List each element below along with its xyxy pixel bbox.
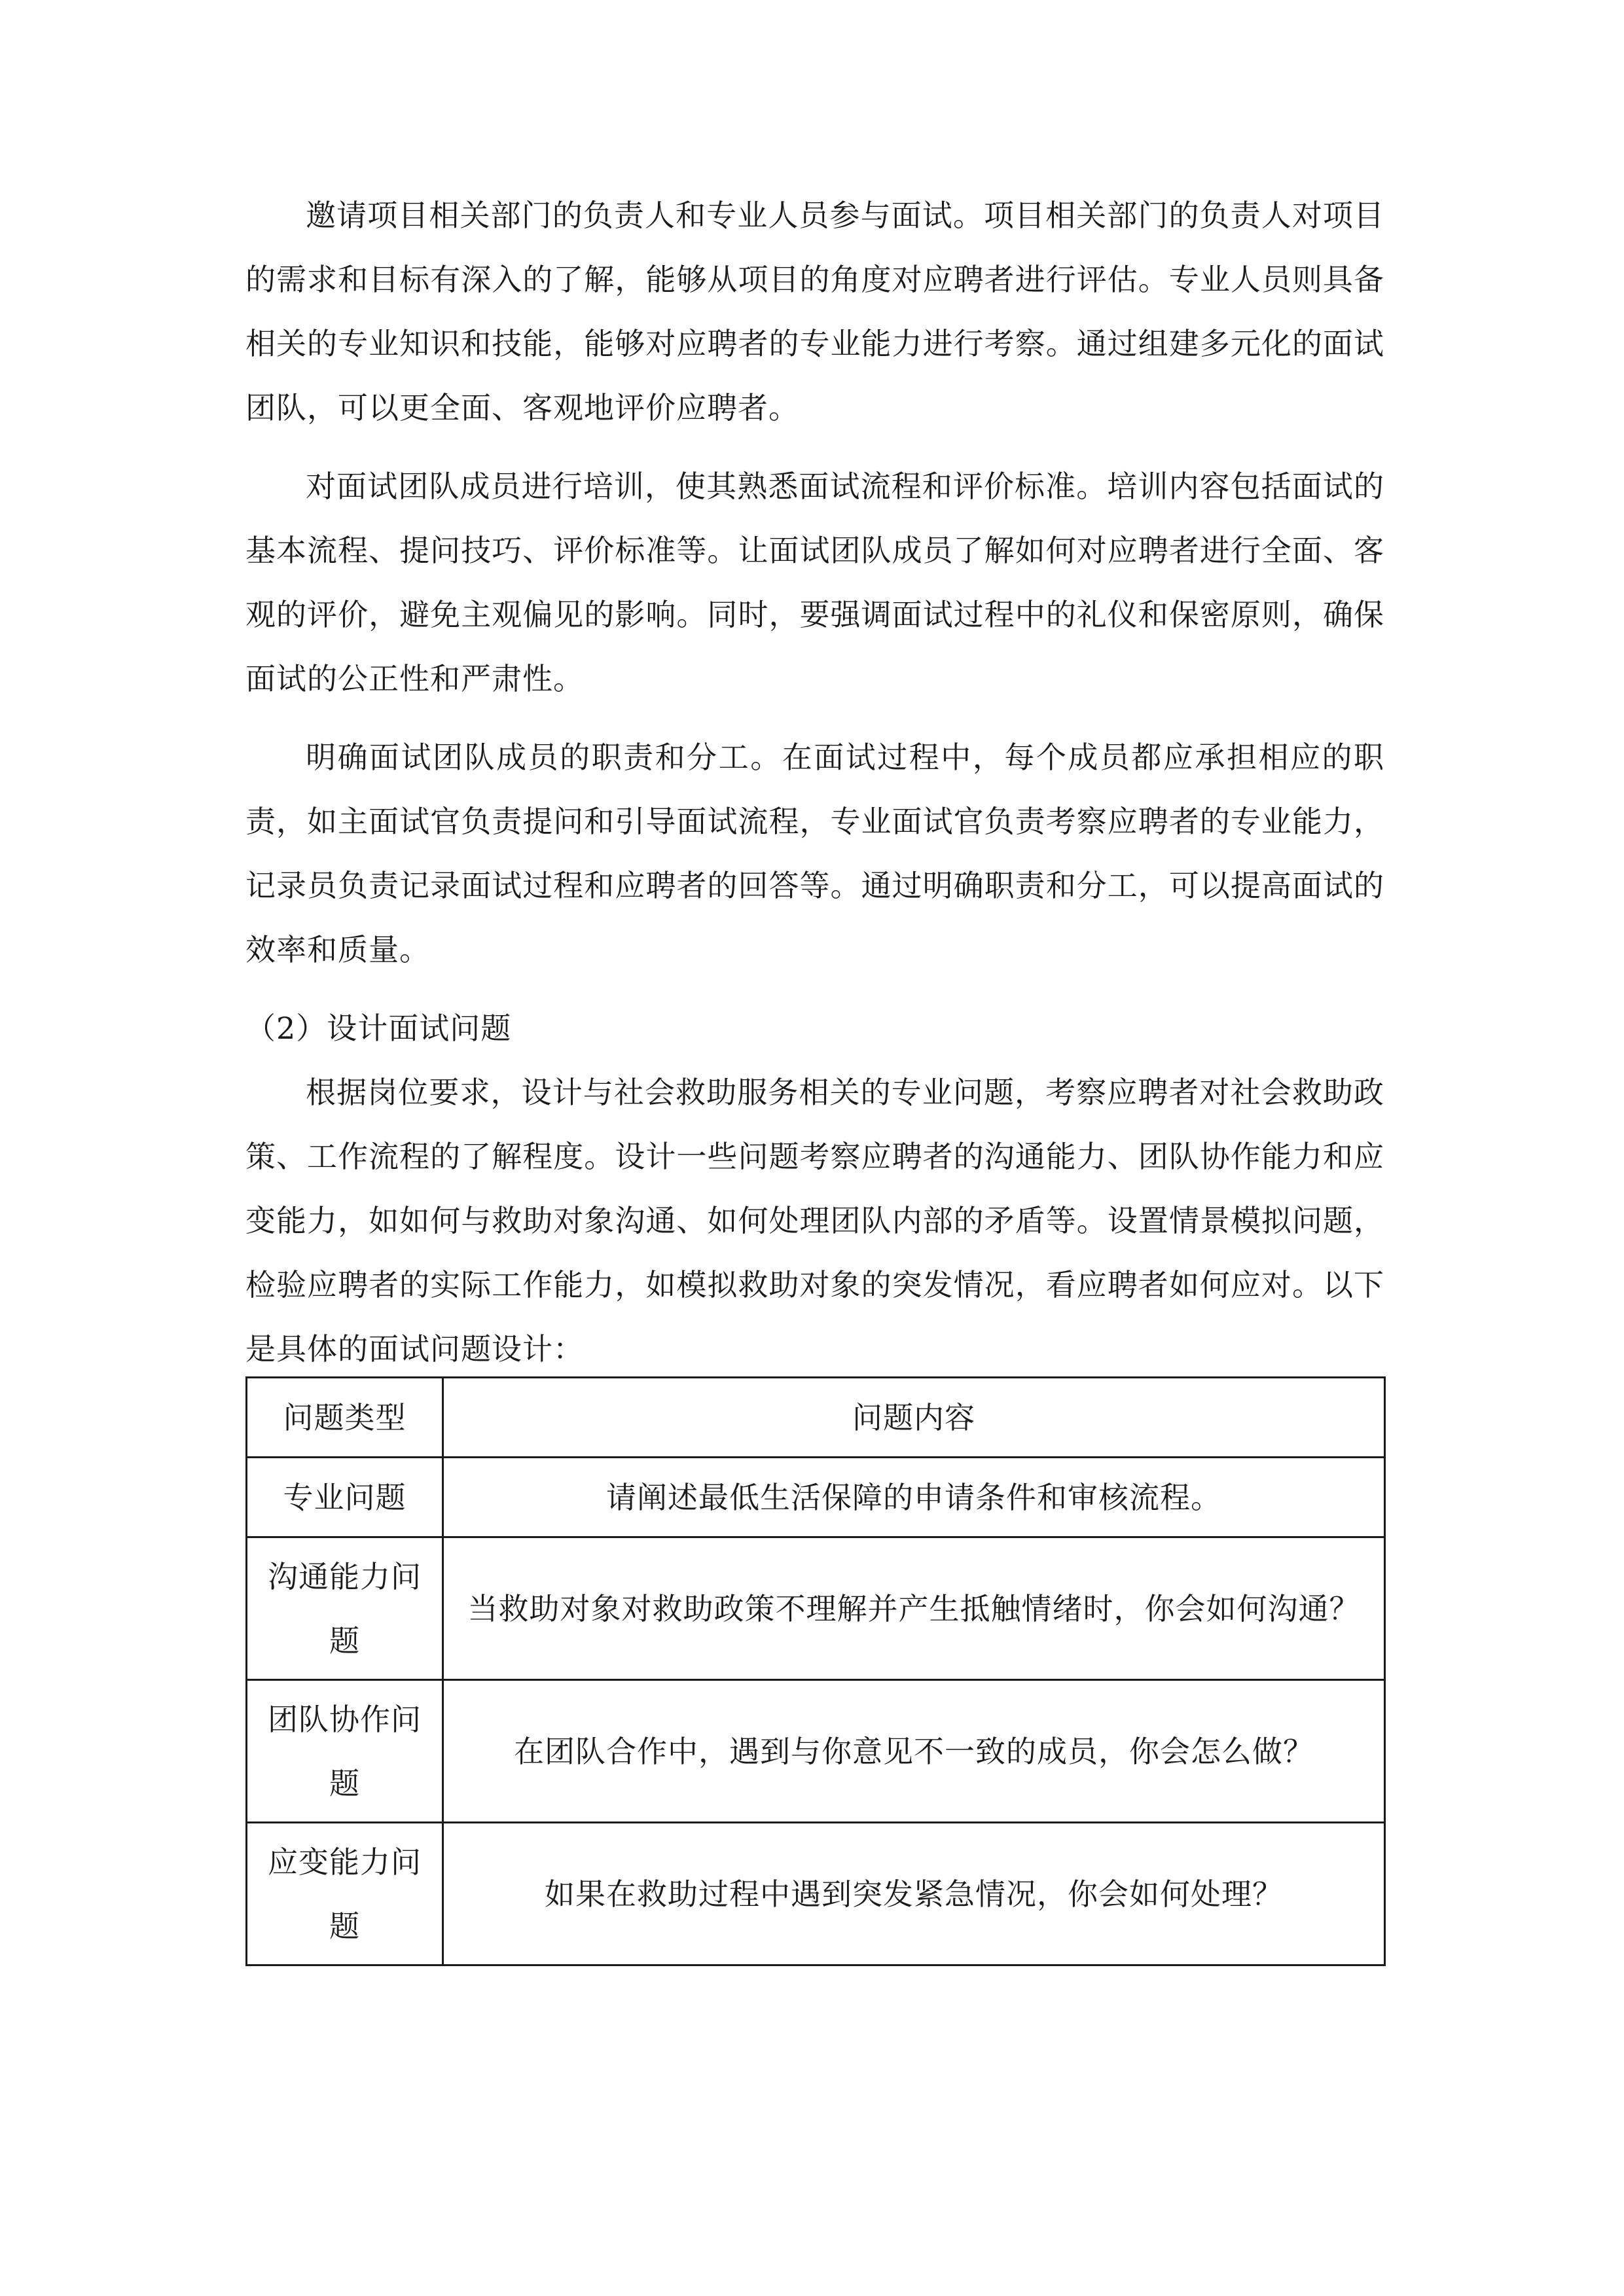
table-row <box>247 1680 1385 1823</box>
body-text <box>245 183 1384 1381</box>
cell-question-content: 请阐述最低生活保障的申请条件和审核流程。 <box>443 1458 1385 1537</box>
interview-questions-table <box>245 1376 1386 1966</box>
cell-question-content: 在团队合作中，遇到与你意见不一致的成员，你会怎么做？ <box>443 1680 1385 1823</box>
cell-question-type: 团队协作问题 <box>247 1680 443 1823</box>
cell-question-type: 沟通能力问题 <box>247 1537 443 1680</box>
table-row <box>247 1458 1385 1537</box>
cell-question-type: 应变能力问题 <box>247 1823 443 1965</box>
cell-question-content: 如果在救助过程中遇到突发紧急情况，你会如何处理？ <box>443 1823 1385 1965</box>
table-row <box>247 1823 1385 1965</box>
table-header-row <box>247 1378 1385 1458</box>
header-question-content: 问题内容 <box>443 1378 1385 1458</box>
paragraph-interview-team: 邀请项目相关部门的负责人和专业人员参与面试。项目相关部门的负责人对项目的需求和目标有深入的了解，能够从项目的角度对应聘者进行评估。专业人员则具备相关的专业知识和技能，能够对应聘者的专业能力进行考察。通过组建多元化的面试团队，可以更全面、客观地评价应聘者。 <box>245 198 1384 425</box>
paragraph-roles: 明确面试团队成员的职责和分工。在面试过程中，每个成员都应承担相应的职责，如主面试官负责提问和引导面试流程，专业面试官负责考察应聘者的专业能力，记录员负责记录面试过程和应聘者的回答等。通过明确职责和分工，可以提高面试的效率和质量。 <box>245 740 1384 967</box>
paragraph-question-design: 根据岗位要求，设计与社会救助服务相关的专业问题，考察应聘者对社会救助政策、工作流程的了解程度。设计一些问题考察应聘者的沟通能力、团队协作能力和应变能力，如如何与救助对象沟通、如何处理团队内部的矛盾等。设置情景模拟问题，检验应聘者的实际工作能力，如模拟救助对象的突发情况，看应聘者如何应对。以下是具体的面试问题设计： <box>245 1075 1384 1367</box>
table-row <box>247 1537 1385 1680</box>
header-question-type: 问题类型 <box>247 1378 443 1458</box>
section-heading: （2）设计面试问题 <box>245 1011 512 1046</box>
paragraph-team-training: 对面试团队成员进行培训，使其熟悉面试流程和评价标准。培训内容包括面试的基本流程、提问技巧、评价标准等。让面试团队成员了解如何对应聘者进行全面、客观的评价，避免主观偏见的影响。同时，要强调面试过程中的礼仪和保密原则，确保面试的公正性和严肃性。 <box>245 469 1384 696</box>
cell-question-type: 专业问题 <box>247 1458 443 1537</box>
cell-question-content: 当救助对象对救助政策不理解并产生抵触情绪时，你会如何沟通？ <box>443 1537 1385 1680</box>
